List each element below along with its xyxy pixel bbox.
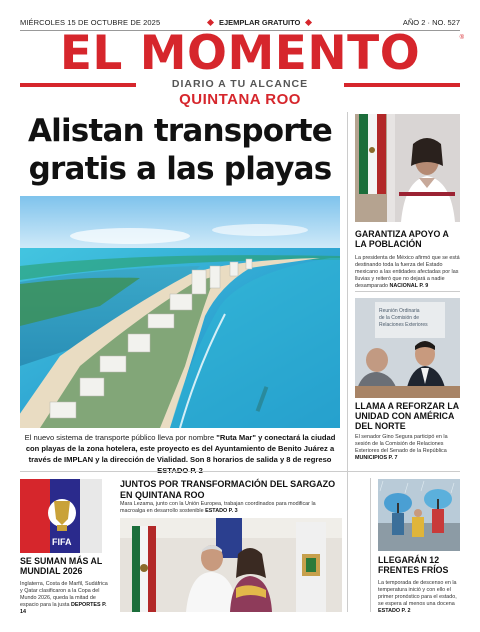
bottom-story-2-text: Mara Lezama, junto con la Unión Europea, trabajan coordinados para modificar la macroalga en desarrollo sostenible <box>120 501 316 514</box>
bottom-story-1-text: Inglaterra, Costa de Marfil, Sudáfrica y Qatar clasificaron a la Copa del Mundo 2026, queda la mitad de espacio para la justa <box>20 581 108 608</box>
bottom-story-2-ref[interactable]: ESTADO P. 3 <box>205 508 238 514</box>
side-divider-1 <box>355 291 460 292</box>
issue-number: AÑO 2 · NO. 527 <box>402 18 460 27</box>
bottom-story-3-body <box>378 580 462 615</box>
side-story-1-ref[interactable]: NACIONAL P. 9 <box>389 283 429 289</box>
fifa-logo-text: FIFA <box>52 537 72 547</box>
bottom-story-2-headline[interactable]: JUNTOS POR TRANSFORMACIÓN DEL SARGAZO EN QUINTANA ROO <box>120 479 336 500</box>
tagline-bar-right <box>344 83 460 87</box>
tagline-bar-left <box>20 83 136 87</box>
bottom-story-1-headline[interactable]: SE SUMAN MÁS AL MUNDIAL 2026 <box>20 556 103 576</box>
bottom-story-3-text: La temporada de descenso en la temperatura inició y con ello el primer pronóstico para el estado, se espera al menos una docena <box>378 580 457 607</box>
caption-text-2: y conectará la ciudad <box>255 433 336 442</box>
lead-headline[interactable]: Alistan transporte gratis a las playas <box>27 113 333 187</box>
issue-date: MIÉRCOLES 15 DE OCTUBRE DE 2025 <box>20 18 161 27</box>
side-photo-president[interactable] <box>355 114 460 222</box>
lead-photo-beach-aerial[interactable] <box>20 196 340 428</box>
bottom-story-1-body <box>20 581 110 616</box>
senator-sign-text: Relaciones Exteriores <box>379 322 428 328</box>
bottom-divider-right <box>370 478 371 612</box>
side-photo-senator[interactable] <box>355 298 460 398</box>
cold-front-photo[interactable] <box>378 479 460 551</box>
bottom-story-2-body <box>120 501 340 515</box>
bottom-story-3-ref[interactable]: ESTADO P. 2 <box>378 608 411 614</box>
world-cup-photo[interactable] <box>20 479 102 553</box>
caption-highlight: con playas de la zona hotelera <box>25 444 136 453</box>
side-story-2-ref[interactable]: MUNICIPIOS P. 7 <box>355 455 398 461</box>
side-story-1-headline[interactable]: GARANTIZA APOYO A LA POBLACIÓN <box>355 229 449 249</box>
caption-text-3: , este proyecto es del Ayuntamiento de Benito Juárez a través de IMPLAN y la dirección de Vialidad. Son 8 horarios de salida y 8 de regreso <box>28 444 335 464</box>
side-story-1-body <box>355 255 460 290</box>
region-title: QUINTANA ROO <box>179 91 301 108</box>
bottom-story-1-ref[interactable]: DEPORTES P. 14 <box>20 602 107 615</box>
side-story-2-headline[interactable]: LLAMA A REFORZAR LA UNIDAD CON AMÉRICA DEL NORTE <box>355 401 459 431</box>
bottom-story-3-headline[interactable]: LLEGARÁN 12 FRENTES FRÍOS <box>378 555 449 575</box>
registered-mark: ® <box>459 35 464 41</box>
side-story-2-text: El senador Gino Segura participó en la sesión de la Comisión de Relaciones Exteriores del Senado de la República <box>355 434 448 454</box>
caption-route-name: "Ruta Mar" <box>216 433 256 442</box>
senator-sign-text: Reunión Ordinaria <box>379 308 420 314</box>
masthead-title[interactable]: EL MOMENTO <box>59 26 421 81</box>
column-divider <box>347 112 348 612</box>
edition-label: EJEMPLAR GRATUITO <box>208 18 311 27</box>
senator-sign-text: de la Comisión de <box>379 315 420 321</box>
caption-text-1: El nuevo sistema de transporte público lleva por nombre <box>24 433 217 442</box>
tagline-text: DIARIO A TU ALCANCE <box>171 78 309 90</box>
bottom-divider <box>20 471 460 472</box>
masthead-tagline <box>20 78 460 90</box>
side-story-1-text: La presidenta de México afirmó que se está destinando toda la fuerza del Estado mexicano a las entidades afectadas por las lluvias y reiteró que no dejará a nadie desamparado <box>355 255 460 289</box>
side-story-2-body <box>355 434 460 462</box>
sargazo-photo[interactable] <box>120 518 342 612</box>
lead-caption <box>20 432 340 476</box>
